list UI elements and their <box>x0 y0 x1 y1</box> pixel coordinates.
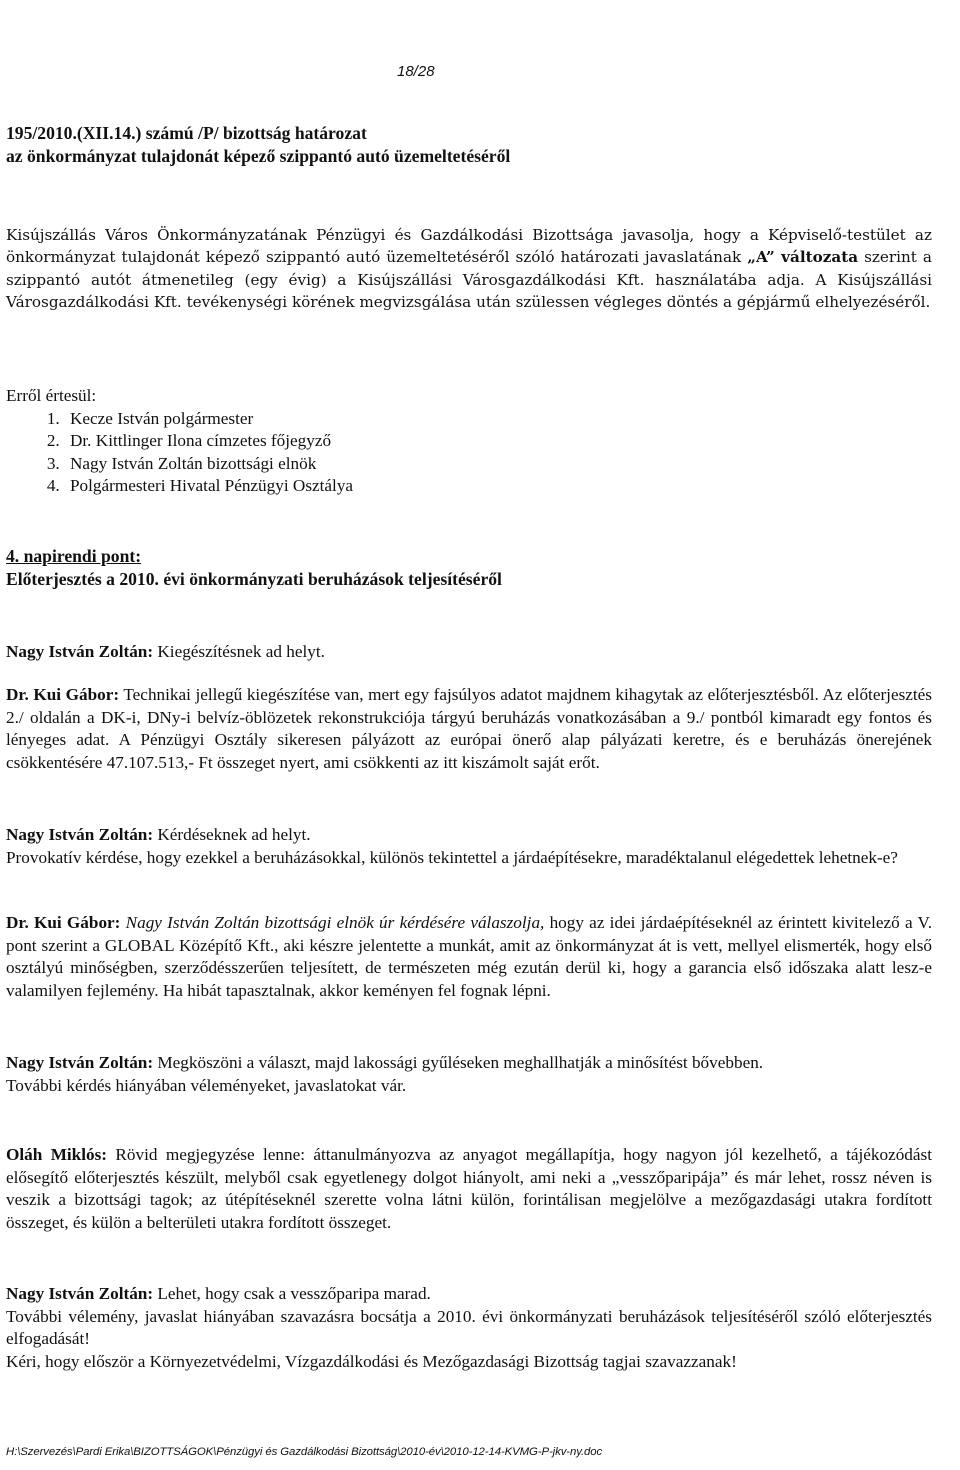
speech-text: További kérdés hiányában véleményeket, javaslatokat vár. <box>6 1075 407 1095</box>
minutes-p5 <box>6 1052 932 1097</box>
minutes-p2 <box>6 684 932 774</box>
agenda-item-label: 4. napirendi pont: <box>6 546 142 566</box>
minutes-p6 <box>6 1144 932 1234</box>
speech-text: Megköszöni a választ, majd lakossági gyűléseken meghallhatják a minősítést bővebben. <box>153 1053 764 1072</box>
minutes-p7 <box>6 1283 932 1373</box>
speech-text: További vélemény, javaslat hiányában szavazásra bocsátja a 2010. évi önkormányzati beruházások teljesítéséről szóló előterjesztés elfogadását! <box>6 1306 932 1349</box>
list-item: 4. Polgármesteri Hivatal Pénzügyi Osztálya <box>64 475 932 498</box>
speaker-name: Oláh Miklós: <box>6 1145 108 1164</box>
speech-text: Kiegészítésnek ad helyt. <box>153 642 325 661</box>
resolution-body <box>6 224 932 314</box>
resolution-text-2: szerint a szippantó autót átmenetileg (egy évig) a Kisújszállási Városgazdálkodási Kft. használatába adja. A Kisújszállási Városgazdálkodási Kft. tevékenységi körének megvizsgálása után szülessen végleges döntés a gépjármű elhelyezéséről. <box>6 248 932 312</box>
resolution-heading <box>6 122 932 167</box>
speech-text: Kérdéseknek ad helyt. <box>153 825 311 844</box>
speech-text: Kéri, hogy először a Környezetvédelmi, Vízgazdálkodási és Mezőgazdasági Bizottság tagjai szavazzanak! <box>6 1351 737 1371</box>
recipient-list <box>6 408 932 498</box>
resolution-number: 195/2010.(XII.14.) számú /P/ bizottság határozat <box>6 123 367 143</box>
page-number: 18/28 <box>397 63 435 80</box>
footer-file-path: H:\Szervezés\Pardi Erika\BIZOTTSÁGOK\Pénzügyi és Gazdálkodási Bizottság\2010-év\2010-12-14-KVMG-P-jkv-ny.doc <box>6 1446 603 1458</box>
minutes-p3 <box>6 824 932 869</box>
resolution-text-1: Kisújszállás Város Önkormányzatának Pénzügyi és Gazdálkodási Bizottsága javasolja, hogy a Képviselő-testület az önkormányzat tulajdonát képező szippantó autó üzemeltetéséről szóló határozati javaslatának <box>6 226 932 267</box>
resolution-variant: „A” változata <box>747 248 859 267</box>
speaker-name: Dr. Kui Gábor: <box>6 685 120 704</box>
speaker-name: Nagy István Zoltán: <box>6 1284 154 1303</box>
speech-text: Provokatív kérdése, hogy ezekkel a beruházásokkal, különös tekintettel a járdaépítésekre, maradéktalanul elégedettek lehetnek-e? <box>6 847 898 867</box>
notified-heading: Erről értesül: <box>6 386 97 405</box>
speaker-name: Nagy István Zoltán: <box>6 642 154 661</box>
speech-text: Lehet, hogy csak a vesszőparipa marad. <box>153 1284 431 1303</box>
list-item: 2. Dr. Kittlinger Ilona címzetes főjegyző <box>64 430 932 453</box>
minutes-p1 <box>6 641 932 664</box>
speaker-name: Dr. Kui Gábor: <box>6 913 121 932</box>
speech-italic: Nagy István Zoltán bizottsági elnök úr kérdésére válaszolja, <box>125 913 545 932</box>
resolution-subject: az önkormányzat tulajdonát képező szippantó autó üzemeltetéséről <box>6 145 511 166</box>
speech-text: hogy az idei járdaépítéseknél az érintett kivitelező a V. pont szerint a GLOBAL Középítő Kft., aki készre jelentette a munkát, amit az önkormányzat át is vett, mellyel elismerték, hogy első osztályú minőségben, szerződésszerűen teljesített, de természeten még ezután derül ki, hogy a garancia első időszaka alatt lesz-e valamilyen fejlemény. Ha hibát tapasztalnak, akkor keményen fel fognak lépni. <box>6 913 933 1000</box>
minutes-p4 <box>6 912 932 1002</box>
list-item: 3. Nagy István Zoltán bizottsági elnök <box>64 453 932 476</box>
speech-text: Technikai jellegű kiegészítése van, mert egy fajsúlyos adatot majdnem kihagytak az előterjesztésből. Az előterjesztés 2./ oldalán a DK-i, DNy-i belvíz-öblözetek rekonstrukciója tárgyú beruházás vonatkozásában a 9./ pontból kimaradt egy fontos és lényeges adat. A Pénzügyi Osztály sikeresen pályázott az európai önerő alap pályázati keretre, és e beruházás önerejének csökkentésére 47.107.513,- Ft összeget nyert, ami csökkenti az itt kiszámolt saját erőt. <box>6 685 932 772</box>
agenda-section <box>6 545 932 590</box>
speaker-name: Nagy István Zoltán: <box>6 1053 154 1072</box>
speaker-name: Nagy István Zoltán: <box>6 825 154 844</box>
agenda-title: Előterjesztés a 2010. évi önkormányzati beruházások teljesítéséről <box>6 568 502 589</box>
list-item: 1. Kecze István polgármester <box>64 408 932 431</box>
notified-section <box>6 385 932 498</box>
speech-text: Rövid megjegyzése lenne: áttanulmányozva az anyagot megállapítja, hogy nagyon jól kezelhető, a tájékozódást elősegítő előterjesztés készült, melyből csak egyetlenegy dolgot hiányolt, ami neki a „vesszőparipája” és már lehet, rossz néven is veszik a bizottsági tagok; az útépítéseknél szerette volna látni külön, forintálisan megjelölve a mezőgazdasági utakra fordított összeget, és külön a belterületi utakra fordított összeget. <box>6 1145 932 1232</box>
